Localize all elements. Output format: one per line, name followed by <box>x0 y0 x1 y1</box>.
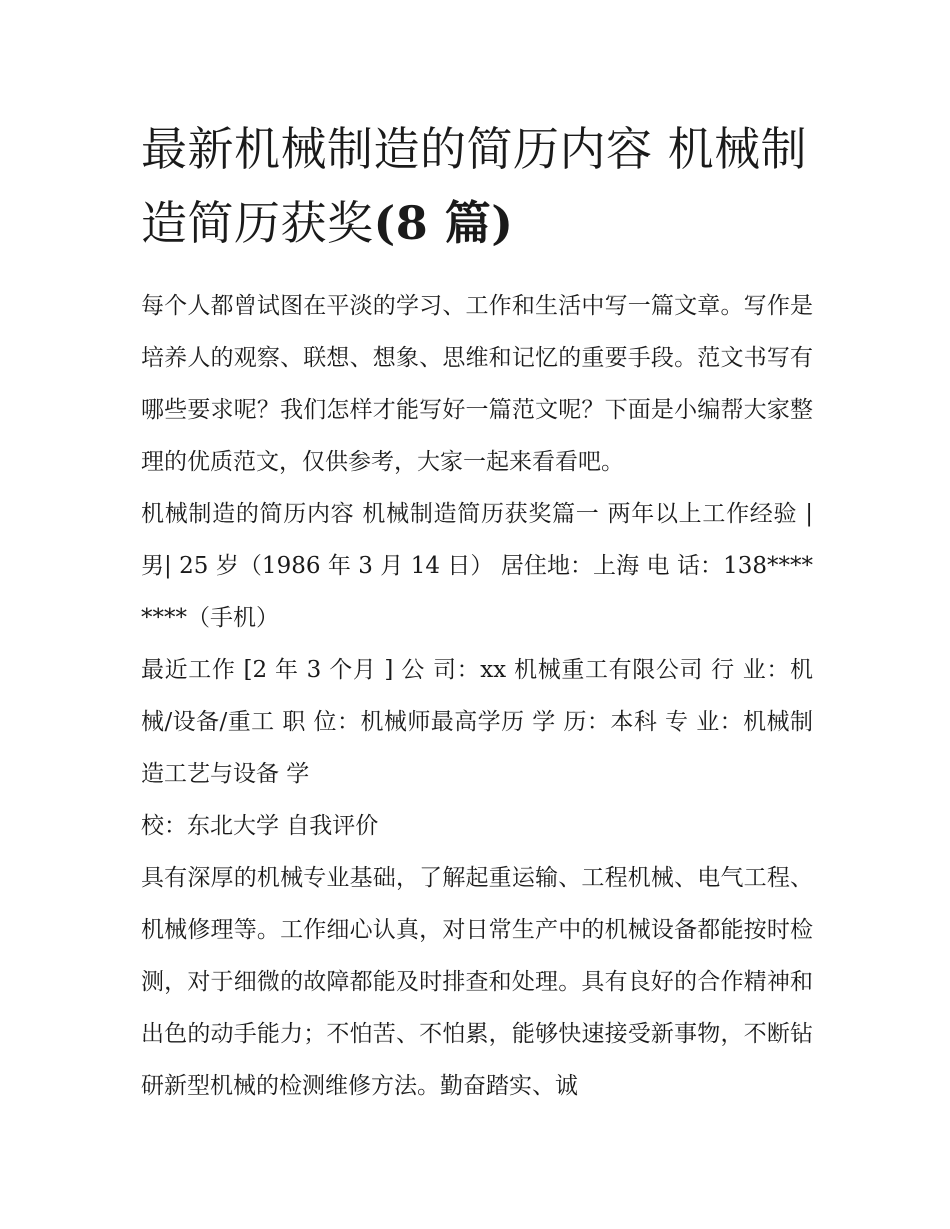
document-page <box>141 112 813 1112</box>
intro-paragraph: 每个人都曾试图在平淡的学习、工作和生活中写一篇文章。写作是培养人的观察、联想、想象、思维和记忆的重要手段。范文书写有哪些要求呢？我们怎样才能写好一篇范文呢？下面是小编帮大家整理的优质范文，仅供参考，大家一起来看看吧。 <box>141 293 813 475</box>
document-title-count: (8 篇) <box>373 196 514 250</box>
document-title-main: 最新机械制造的简历内容 机械制造简历获奖 <box>141 122 808 250</box>
document-title <box>141 112 813 260</box>
school-paragraph: 校：东北大学 自我评价 <box>141 813 379 839</box>
recent-work-paragraph: 最近工作 [2 年 3 个月 ] 公 司：xx 机械重工有限公司 行 业：机械/设备/重工 职 位：机械师最高学历 学 历：本科 专 业：机械制造工艺与设备 学 <box>141 657 814 787</box>
resume-heading-paragraph: 机械制造的简历内容 机械制造简历获奖篇一 两年以上工作经验 | 男| 25 岁（1986 年 3 月 14 日） 居住地：上海 电 话：138********（手机） <box>141 501 813 631</box>
self-evaluation-paragraph: 具有深厚的机械专业基础，了解起重运输、工程机械、电气工程、机械修理等。工作细心认真，对日常生产中的机械设备都能按时检测，对于细微的故障都能及时排查和处理。具有良好的合作精神和出色的动手能力；不怕苦、不怕累，能够快速接受新事物，不断钻研新型机械的检测维修方法。勤奋踏实、诚 <box>141 865 813 1099</box>
